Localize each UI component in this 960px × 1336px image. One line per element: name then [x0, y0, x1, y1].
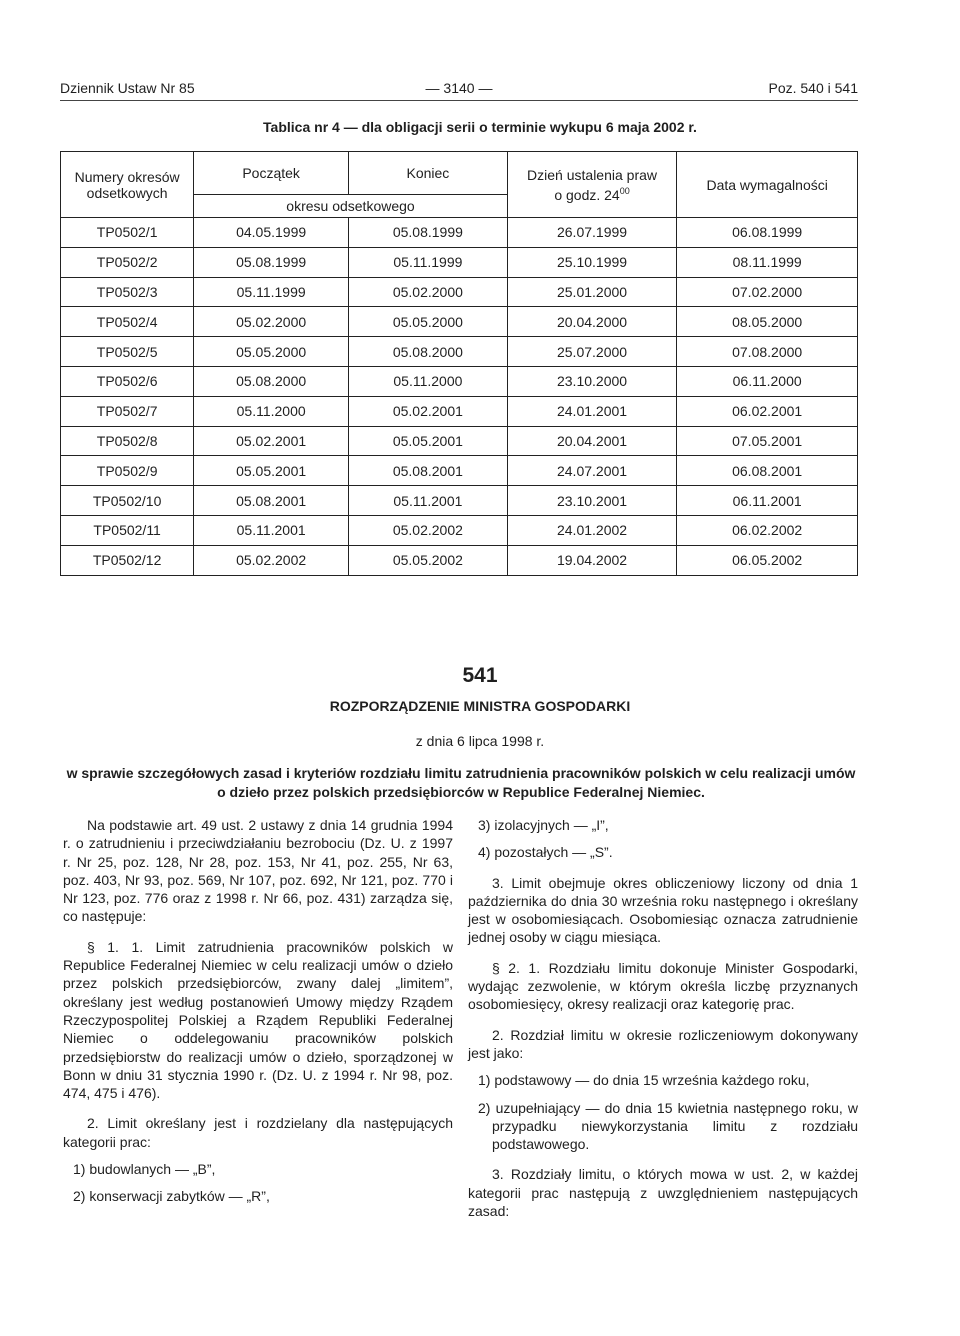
- end-date-cell: 05.08.2001: [349, 456, 508, 486]
- period-number-cell: TP0502/7: [61, 396, 194, 426]
- period-number-cell: TP0502/11: [61, 515, 194, 545]
- end-date-cell: 05.02.2002: [349, 515, 508, 545]
- list-item: 4) pozostałych — „S”.: [478, 844, 613, 861]
- interest-periods-table: [60, 151, 858, 576]
- table-title: Tablica nr 4 — dla obligacji serii o terminie wykupu 6 maja 2002 r.: [263, 119, 697, 135]
- start-date-cell: 05.08.1999: [194, 247, 349, 277]
- period-number-cell: TP0502/3: [61, 277, 194, 307]
- due-date-cell: 06.02.2001: [677, 396, 858, 426]
- header-start: Początek: [194, 152, 349, 195]
- end-date-cell: 05.11.2001: [349, 486, 508, 516]
- record-date-cell: 25.07.2000: [507, 337, 677, 367]
- page-number: — 3140 —: [425, 80, 493, 96]
- period-number-cell: TP0502/4: [61, 307, 194, 337]
- act-title: ROZPORZĄDZENIE MINISTRA GOSPODARKI: [329, 698, 631, 714]
- table-row: [61, 456, 858, 486]
- end-date-cell: 05.11.1999: [349, 247, 508, 277]
- due-date-cell: 07.05.2001: [677, 426, 858, 456]
- due-date-cell: 06.02.2002: [677, 515, 858, 545]
- position-number: Poz. 540 i 541: [768, 80, 858, 96]
- record-date-cell: 20.04.2001: [507, 426, 677, 456]
- start-date-cell: 05.02.2001: [194, 426, 349, 456]
- record-date-cell: 23.10.2001: [507, 486, 677, 516]
- start-date-cell: 05.11.1999: [194, 277, 349, 307]
- page-header: [60, 80, 858, 100]
- table-body: [61, 218, 858, 576]
- end-date-cell: 05.08.2000: [349, 337, 508, 367]
- table-row: [61, 396, 858, 426]
- header-divider: [60, 100, 858, 101]
- start-date-cell: 05.02.2002: [194, 545, 349, 575]
- table-row: [61, 366, 858, 396]
- due-date-cell: 06.11.2000: [677, 366, 858, 396]
- period-number-cell: TP0502/5: [61, 337, 194, 367]
- section-2-paragraph-3: 3. Rozdziały limitu, o których mowa w ust. 2, w każdej kategorii prac następują z uwzględnieniem następujących zasad:: [468, 1166, 858, 1220]
- start-date-cell: 05.08.2001: [194, 486, 349, 516]
- table-row: [61, 307, 858, 337]
- start-date-cell: 05.02.2000: [194, 307, 349, 337]
- end-date-cell: 05.05.2002: [349, 545, 508, 575]
- period-number-cell: TP0502/8: [61, 426, 194, 456]
- text-column-left: [63, 816, 453, 1206]
- header-record-date: [507, 152, 677, 218]
- record-date-cell: 20.04.2000: [507, 307, 677, 337]
- table-row: [61, 515, 858, 545]
- header-record-date-time: o godz. 24: [554, 186, 620, 203]
- end-date-cell: 05.05.2001: [349, 426, 508, 456]
- record-date-cell: 25.10.1999: [507, 247, 677, 277]
- header-period-numbers: Numery okresów odsetkowych: [61, 152, 194, 218]
- legal-basis-paragraph: Na podstawie art. 49 ust. 2 ustawy z dnia 14 grudnia 1994 r. o zatrudnieniu i przeciwdziałaniu bezrobociu (Dz. U. z 1997 r. Nr 25, poz. 128, Nr 28, poz. 153, Nr 41, poz. 255, Nr 63, poz. 403, Nr 93, poz. 569, Nr 107, poz. 692, Nr 121, poz. 770 i Nr 123, poz. 776 oraz z 1998 r. Nr 66, poz. 431) zarządza się, co następuje:: [63, 817, 453, 925]
- period-number-cell: TP0502/10: [61, 486, 194, 516]
- record-date-cell: 19.04.2002: [507, 545, 677, 575]
- list-item: 2) uzupełniający — do dnia 15 kwietnia następnego roku, w przypadku niewykorzystania limitu z rozdziału podstawowego.: [478, 1099, 858, 1153]
- record-date-cell: 26.07.1999: [507, 218, 677, 248]
- list-item: 1) budowlanych — „B”,: [73, 1161, 216, 1178]
- record-date-cell: 23.10.2000: [507, 366, 677, 396]
- end-date-cell: 05.05.2000: [349, 307, 508, 337]
- table-row: [61, 486, 858, 516]
- table-row: [61, 247, 858, 277]
- record-date-cell: 24.01.2002: [507, 515, 677, 545]
- list-item: 1) podstawowy — do dnia 15 września każdego roku,: [478, 1072, 810, 1089]
- due-date-cell: 07.08.2000: [677, 337, 858, 367]
- period-number-cell: TP0502/12: [61, 545, 194, 575]
- section-1-paragraph-2: 2. Limit określany jest i rozdzielany dla następujących kategorii prac:: [63, 1115, 453, 1150]
- end-date-cell: 05.02.2000: [349, 277, 508, 307]
- header-record-date-sup: 00: [619, 185, 630, 196]
- start-date-cell: 04.05.1999: [194, 218, 349, 248]
- due-date-cell: 06.11.2001: [677, 486, 858, 516]
- record-date-cell: 24.01.2001: [507, 396, 677, 426]
- table-row: [61, 277, 858, 307]
- record-date-cell: 24.07.2001: [507, 456, 677, 486]
- table-row: [61, 545, 858, 575]
- due-date-cell: 07.02.2000: [677, 277, 858, 307]
- section-1-paragraph-1: § 1. 1. Limit zatrudnienia pracowników polskich w Republice Federalnej Niemiec w celu realizacji umów o dzieło przez polskich przedsiębiorców, zwany dalej „limitem”, określany jest według postanowień Umowy między Rządem Rzeczypospolitej Polskiej a Rządem Republiki Federalnej Niemiec o oddelegowaniu pracowników polskich przedsiębiorstw do realizacji umów o dzieło, sporządzonej w Bonn w dniu 31 stycznia 1990 r. (Dz. U. z 1994 r. Nr 98, poz. 474, 475 i 476).: [63, 938, 453, 1102]
- header-due-date: Data wymagalności: [677, 152, 858, 218]
- act-date: z dnia 6 lipca 1998 r.: [415, 733, 545, 749]
- due-date-cell: 06.08.1999: [677, 218, 858, 248]
- table-row: [61, 426, 858, 456]
- table-row: [61, 337, 858, 367]
- header-end: Koniec: [349, 152, 508, 195]
- period-number-cell: TP0502/2: [61, 247, 194, 277]
- due-date-cell: 08.05.2000: [677, 307, 858, 337]
- start-date-cell: 05.05.2000: [194, 337, 349, 367]
- due-date-cell: 06.05.2002: [677, 545, 858, 575]
- section-2-paragraph-1: § 2. 1. Rozdziału limitu dokonuje Minister Gospodarki, wydając zezwolenie, w którym określa liczbę przyznanych osobomiesięcy, okresy realizacji oraz kategorię prac.: [468, 959, 858, 1013]
- header-record-date-label: Dzień ustalenia praw: [527, 166, 658, 183]
- period-number-cell: TP0502/6: [61, 366, 194, 396]
- act-number: 541: [462, 664, 498, 687]
- start-date-cell: 05.11.2001: [194, 515, 349, 545]
- due-date-cell: 06.08.2001: [677, 456, 858, 486]
- section-1-paragraph-3: 3. Limit obejmuje okres obliczeniowy liczony od dnia 1 października do dnia 30 września roku następnego i określany jest w osobomiesiącach. Osobomiesiąc oznacza zatrudnienie jednej osoby w ciągu miesiąca.: [468, 874, 858, 946]
- table-row: [61, 218, 858, 248]
- header-interest-period: okresu odsetkowego: [194, 195, 508, 218]
- end-date-cell: 05.02.2001: [349, 396, 508, 426]
- table-header-row: [61, 152, 858, 195]
- start-date-cell: 05.05.2001: [194, 456, 349, 486]
- start-date-cell: 05.08.2000: [194, 366, 349, 396]
- journal-name: Dziennik Ustaw Nr 85: [60, 80, 195, 96]
- period-number-cell: TP0502/1: [61, 218, 194, 248]
- act-subject: w sprawie szczegółowych zasad i kryteriów rozdziału limitu zatrudnienia pracowników polskich w celu realizacji umów o dzieło przez polskich przedsiębiorców w Republice Federalnej Niemiec.: [66, 765, 856, 800]
- end-date-cell: 05.08.1999: [349, 218, 508, 248]
- text-column-right: [468, 816, 858, 1220]
- period-number-cell: TP0502/9: [61, 456, 194, 486]
- due-date-cell: 08.11.1999: [677, 247, 858, 277]
- record-date-cell: 25.01.2000: [507, 277, 677, 307]
- list-item: 3) izolacyjnych — „I”,: [478, 817, 609, 833]
- list-item: 2) konserwacji zabytków — „R”,: [73, 1188, 270, 1205]
- section-2-paragraph-2: 2. Rozdział limitu w okresie rozliczeniowym dokonywany jest jako:: [468, 1026, 858, 1061]
- start-date-cell: 05.11.2000: [194, 396, 349, 426]
- end-date-cell: 05.11.2000: [349, 366, 508, 396]
